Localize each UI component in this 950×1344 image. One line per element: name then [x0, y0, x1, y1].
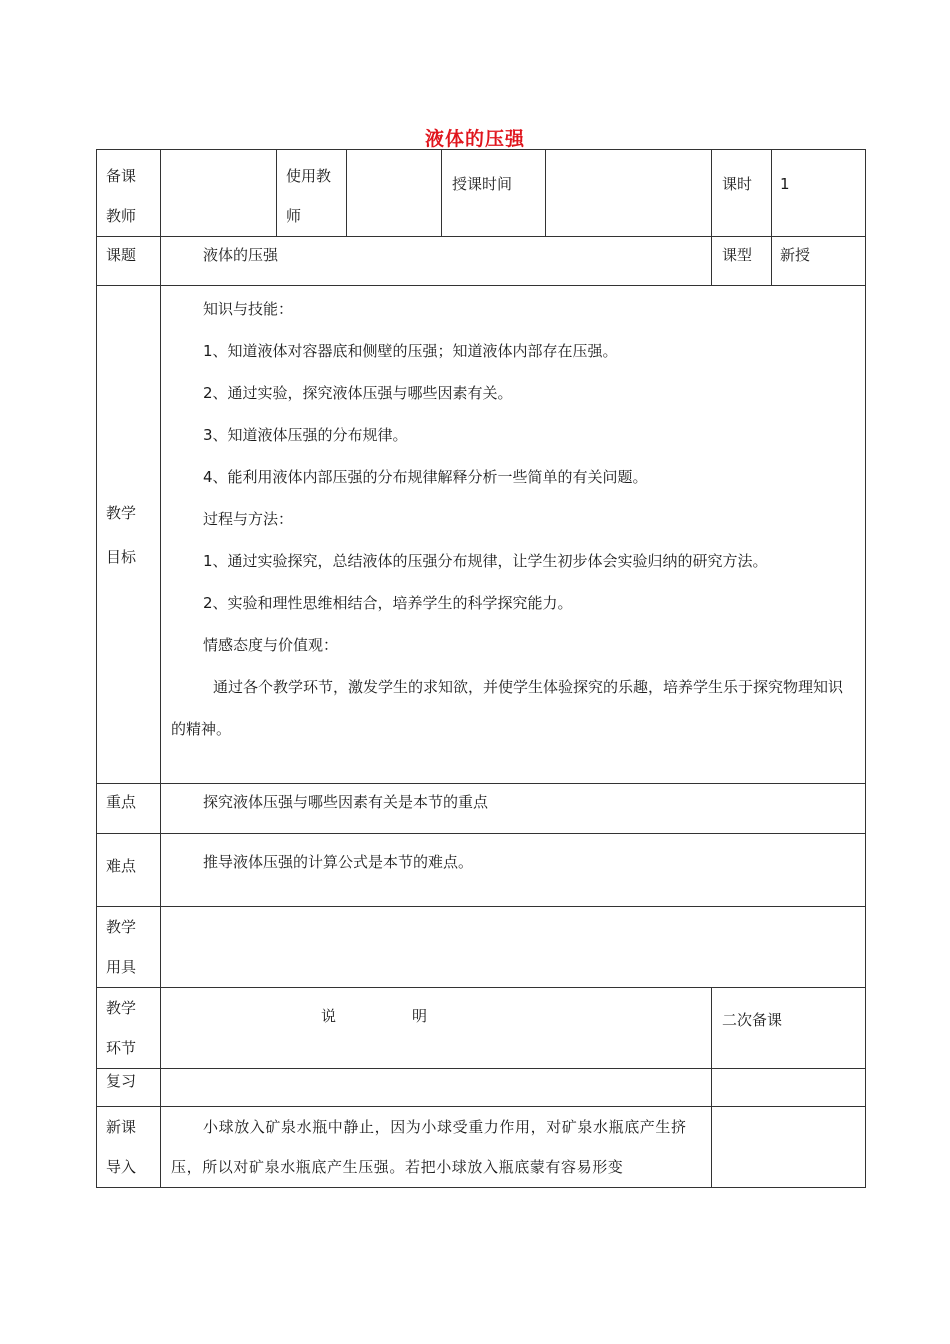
goals-line: 1、通过实验探究，总结液体的压强分布规律，让学生初步体会实验归纳的研究方法。: [203, 552, 768, 570]
goals-line: 1、知道液体对容器底和侧壁的压强；知道液体内部存在压强。: [203, 342, 618, 360]
intro-label-line2: 导入: [106, 1158, 137, 1176]
user-label-line2: 师: [286, 207, 302, 225]
tools-label-cell: [97, 907, 161, 988]
topic-label: 课题: [106, 246, 137, 264]
key-point-value: 探究液体压强与哪些因素有关是本节的重点: [203, 793, 489, 811]
key-point-label: 重点: [106, 793, 137, 811]
teacher-label-line2: 教师: [106, 207, 137, 225]
steps-desc-cell: [161, 988, 712, 1069]
period-value-cell: [772, 150, 866, 237]
teacher-label-line1: 备课: [106, 167, 137, 185]
teacher-label-cell: [97, 150, 161, 237]
goals-label-cell: [97, 286, 161, 784]
topic-value: 液体的压强: [203, 246, 279, 264]
period-label-cell: [712, 150, 772, 237]
goals-line: 情感态度与价值观：: [203, 636, 339, 654]
type-label-cell: [712, 237, 772, 286]
user-label-cell: [277, 150, 347, 237]
intro-label-line1: 新课: [106, 1118, 137, 1136]
tools-value-cell[interactable]: [161, 907, 866, 988]
review-label: 复习: [106, 1072, 137, 1090]
intro-row: [97, 1107, 866, 1188]
goals-line: 4、能利用液体内部压强的分布规律解释分析一些简单的有关问题。: [203, 468, 648, 486]
topic-row: [97, 237, 866, 286]
intro-value: 小球放入矿泉水瓶中静止，因为小球受重力作用，对矿泉水瓶底产生挤压，所以对矿泉水瓶底产生压强。若把小球放入瓶底蒙有容易形变: [171, 1118, 687, 1176]
difficulty-label-cell: [97, 834, 161, 907]
key-point-row: [97, 784, 866, 834]
goals-content-cell: [161, 286, 866, 784]
desc-label-a: 说: [321, 1007, 337, 1025]
second-prep-cell: [712, 988, 866, 1069]
intro-value-cell: [161, 1107, 712, 1188]
second-prep-label: 二次备课: [722, 1011, 783, 1029]
key-label-cell: [97, 784, 161, 834]
review-label-cell: [97, 1069, 161, 1107]
goals-line: 知识与技能：: [203, 300, 294, 318]
lesson-plan-table: [96, 149, 866, 1188]
page-title: 液体的压强: [424, 128, 525, 150]
intro-label-cell: [97, 1107, 161, 1188]
tools-row: [97, 907, 866, 988]
key-value-cell: [161, 784, 866, 834]
time-label-cell: [442, 150, 546, 237]
goals-line: 2、通过实验，探究液体压强与哪些因素有关。: [203, 384, 513, 402]
period-value: 1: [780, 175, 790, 193]
type-value-cell: [772, 237, 866, 286]
review-value-cell[interactable]: [161, 1069, 712, 1107]
time-label: 授课时间: [452, 175, 513, 193]
goals-line: 3、知道液体压强的分布规律。: [203, 426, 408, 444]
difficulty-row: [97, 834, 866, 907]
time-value-cell[interactable]: [546, 150, 712, 237]
difficulty-label: 难点: [106, 857, 137, 875]
steps-label-line1: 教学: [106, 999, 137, 1017]
user-value-cell[interactable]: [347, 150, 442, 237]
goals-label-line1: 教学: [106, 503, 137, 522]
header-row: [97, 150, 866, 237]
tools-label-line2: 用具: [106, 958, 137, 976]
difficulty-value-cell: [161, 834, 866, 907]
type-label: 课型: [722, 246, 753, 264]
user-label-line1: 使用教: [286, 167, 332, 185]
tools-label-line1: 教学: [106, 918, 137, 936]
review-row: [97, 1069, 866, 1107]
goals-last-paragraph: 通过各个教学环节，激发学生的求知欲，并使学生体验探究的乐趣，培养学生乐于探究物理知识的精神。: [171, 678, 844, 738]
difficulty-value: 推导液体压强的计算公式是本节的难点。: [203, 853, 474, 871]
desc-label-b: 明: [412, 1007, 428, 1025]
goals-row: [97, 286, 866, 784]
goals-label-line2: 目标: [106, 547, 137, 566]
steps-label-line2: 环节: [106, 1039, 137, 1057]
topic-value-cell: [161, 237, 712, 286]
period-label: 课时: [722, 175, 753, 193]
steps-row: [97, 988, 866, 1069]
teacher-value-cell[interactable]: [161, 150, 277, 237]
intro-second-cell[interactable]: [712, 1107, 866, 1188]
review-second-cell[interactable]: [712, 1069, 866, 1107]
steps-label-cell: [97, 988, 161, 1069]
topic-label-cell: [97, 237, 161, 286]
goals-line: 过程与方法：: [203, 510, 294, 528]
type-value: 新授: [780, 246, 811, 264]
goals-line: 2、实验和理性思维相结合，培养学生的科学探究能力。: [203, 594, 573, 612]
